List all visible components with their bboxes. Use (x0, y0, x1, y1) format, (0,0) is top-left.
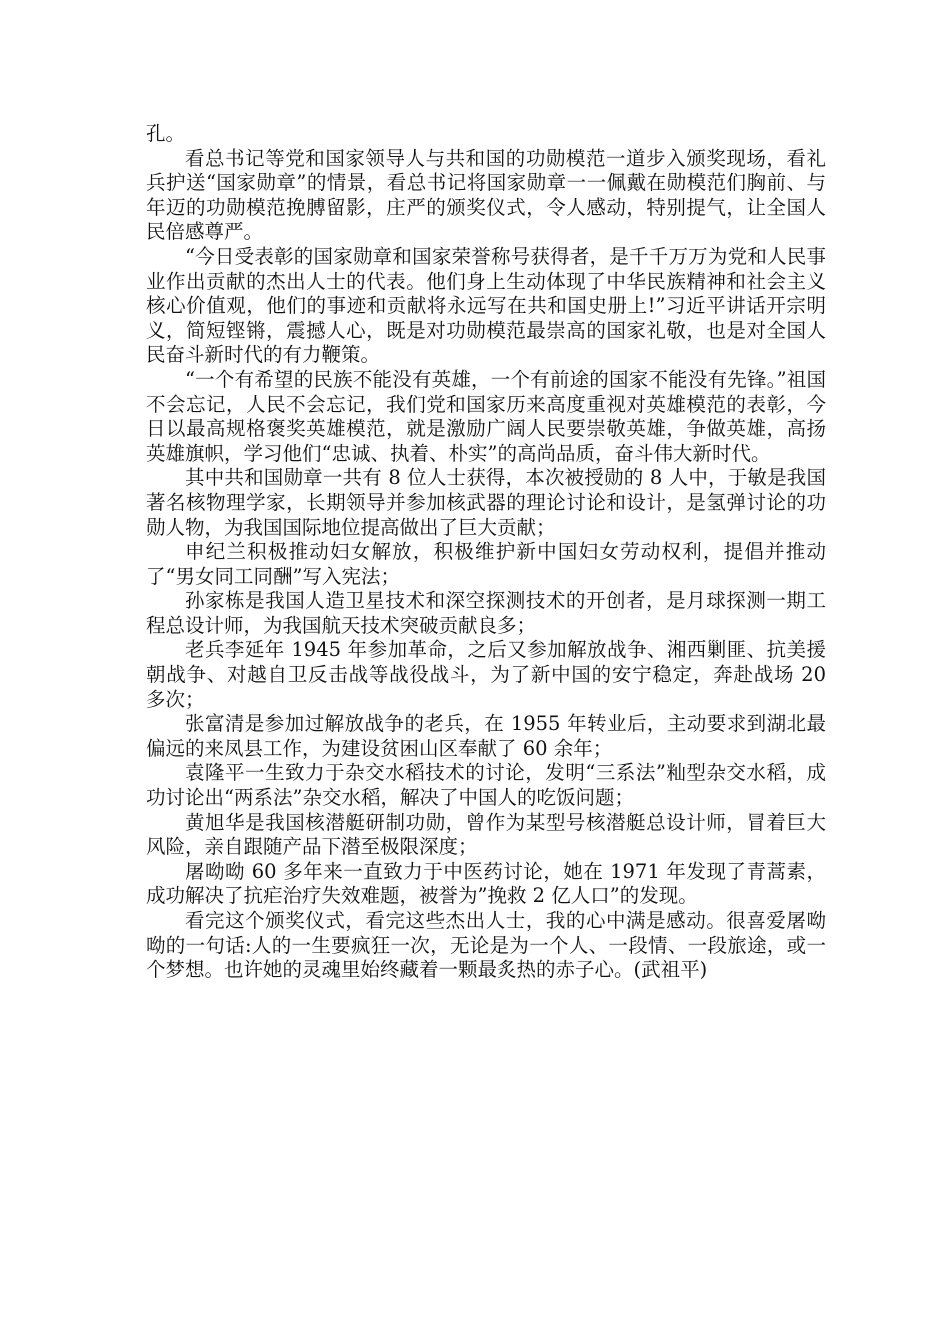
paragraph-conclusion: 看完这个颁奖仪式，看完这些杰出人士，我的心中满是感动。很喜爱屠呦呦的一句话:人的一生要疯狂一次，无论是为一个人、一段情、一段旅途，或一个梦想。也许她的灵魂里始终藏着一颗最炙热的赤子心。(武祖平) (146, 909, 826, 982)
paragraph-continuation: 孔。 (146, 122, 186, 145)
paragraph-shen-jilan: 申纪兰积极推动妇女解放，积极维护新中国妇女劳动权利，提倡并推动了“男女同工同酬”写入宪法； (146, 540, 826, 588)
paragraph-yuan-longping: 袁隆平一生致力于杂交水稻技术的讨论，发明“三系法”籼型杂交水稻，成功讨论出“两系法”杂交水稻，解决了中国人的吃饭问题； (146, 761, 826, 810)
article-body (146, 122, 826, 983)
paragraph-heroes: “一个有希望的民族不能没有英雄，一个有前途的国家不能没有先锋。”祖国不会忘记，人民不会忘记，我们党和国家历来高度重视对英雄模范的表彰，今日以最高规格褒奖英雄模范，就是激励广阔人民要崇敬英雄，争做英雄，高扬英雄旗帜，学习他们“忠诚、执着、朴实”的高尚品质，奋斗伟大新时代。 (146, 367, 826, 465)
paragraph-huang-xuhua: 黄旭华是我国核潜艇研制功勋，曾作为某型号核潜艇总设计师，冒着巨大风险，亲自跟随产品下潜至极限深度； (146, 810, 826, 859)
paragraph-tu-youyou: 屠呦呦 60 多年来一直致力于中医药讨论，她在 1971 年发现了青蒿素，成功解决了抗疟治疗失效难题，被誉为”挽救 2 亿人口”的发现。 (146, 859, 826, 908)
paragraph-sun-jiadong: 孙家栋是我国人造卫星技术和深空探测技术的开创者，是月球探测一期工程总设计师，为我国航天技术突破贡献良多； (146, 589, 826, 637)
paragraph-li-yannian: 老兵李延年 1945 年参加革命，之后又参加解放战争、湘西剿匪、抗美援朝战争、对越自卫反击战等战役战斗，为了新中国的安宁稳定，奔赴战场 20 多次； (146, 638, 826, 711)
paragraph-zhang-fuqing: 张富清是参加过解放战争的老兵，在 1955 年转业后，主动要求到湖北最偏远的来凤县工作，为建设贫困山区奉献了 60 余年； (146, 712, 826, 760)
paragraph-yu-min: 其中共和国勋章一共有 8 位人士获得，本次被授勋的 8 人中，于敏是我国著名核物理学家，长期领导并参加核武器的理论讨论和设计，是氢弹讨论的功勋人物，为我国国际地位提高做出了巨大贡献； (146, 466, 826, 539)
paragraph-speech-quote: “今日受表彰的国家勋章和国家荣誉称号获得者，是千千万万为党和人民事业作出贡献的杰出人士的代表。他们身上生动体现了中华民族精神和社会主义核心价值观，他们的事迹和贡献将永远写在共和国史册上!”习近平讲话开宗明义，简短铿锵，震撼人心，既是对功勋模范最崇高的国家礼敬，也是对全国人民奋斗新时代的有力鞭策。 (146, 244, 826, 367)
paragraph-ceremony: 看总书记等党和国家领导人与共和国的功勋模范一道步入颁奖现场，看礼兵护送“国家勋章”的情景，看总书记将国家勋章一一佩戴在勋模范们胸前、与年迈的功勋模范挽膊留影，庄严的颁奖仪式，令人感动，特别提气，让全国人民倍感尊严。 (146, 146, 826, 244)
